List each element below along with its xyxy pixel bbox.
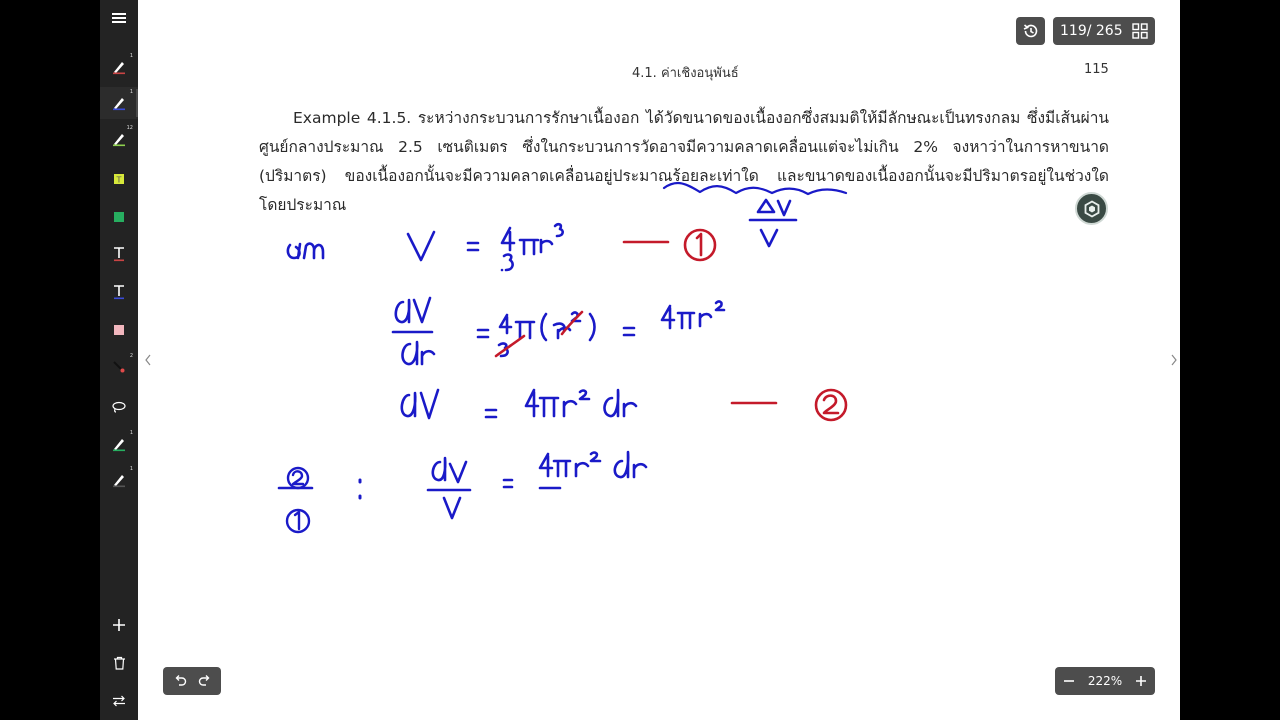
tool-badge: 2 [129, 353, 133, 359]
undo-icon [173, 674, 187, 688]
pi-1 [520, 240, 538, 254]
lasso-icon [111, 400, 127, 414]
page-number: 115 [1084, 62, 1109, 77]
equals-1 [468, 243, 478, 250]
svg-text:T: T [116, 175, 122, 185]
highlighter-icon [112, 172, 126, 186]
pdf-page[interactable] [138, 0, 1180, 720]
example-text: Example 4.1.5. ระหว่างกระบวนการรักษาเนื้องอก ได้วัดขนาดของเนื้องอกซึ่งสมมติให้มีลักษณะเป็นทรงกลม ซึ่งมีเส้นผ่านศูนย์กลางประมาณ 2.5 เซนติเมตร ซึ่งในกระบวนการวัดอาจมีความคลาดเคลื่อนแต่จะไม่เกิน 2% จงหาว่าในการหาขนาด (ปริมาตร) ของเนื้องอกนั้นจะมีความคลาดเคลื่อนอยู่ประมาณร้อยละเท่าใด และขนาดของเนื้องอกนั้นจะมีปริมาตรอยู่ในช่วงใดโดยประมาณ [259, 109, 1109, 214]
redo-button[interactable] [194, 670, 216, 692]
cancel-3-over-3 [496, 312, 582, 356]
red-text-tool[interactable] [100, 238, 138, 270]
green-highlighter-tool[interactable] [100, 201, 138, 233]
r-cubed-1 [541, 224, 563, 252]
text-tool-icon [112, 246, 126, 262]
zoom-level: 222% [1087, 674, 1123, 688]
trash-icon [113, 656, 126, 670]
ink-layer [138, 0, 1180, 720]
plus-icon [1135, 675, 1147, 687]
4pi-r2-result [662, 302, 724, 328]
pen-icon [111, 472, 127, 488]
floating-widget-button[interactable] [1075, 192, 1108, 225]
gray-pen-tool[interactable] [100, 464, 138, 496]
pen-icon [111, 436, 127, 452]
prev-page-arrow-icon[interactable] [143, 352, 153, 368]
num-1 [697, 234, 701, 255]
add-tool-button[interactable] [100, 609, 138, 641]
eraser-icon [112, 323, 126, 337]
pen-icon [111, 131, 127, 147]
text-tool-icon [112, 284, 126, 300]
page-counter: 119/ 265 [1060, 23, 1123, 39]
history-button[interactable] [1016, 17, 1045, 45]
redo-icon [198, 674, 212, 688]
fraction-4-over-3 [502, 228, 514, 270]
red-pen-tool[interactable] [100, 51, 138, 83]
pink-eraser-tool[interactable] [100, 314, 138, 346]
pen-icon [111, 95, 127, 111]
num-2-small [293, 471, 303, 484]
V-bottom-2 [444, 498, 460, 518]
ink-blue [279, 183, 846, 518]
tool-badge: 1 [129, 89, 133, 95]
grid-view-icon[interactable] [1132, 23, 1148, 39]
blue-pen-tool[interactable] [100, 87, 138, 119]
next-page-arrow-icon[interactable] [1169, 352, 1179, 368]
laser-pointer-tool[interactable] [100, 351, 138, 383]
undo-button[interactable] [169, 670, 191, 692]
equals-2 [478, 330, 488, 337]
equals-5 [504, 480, 512, 487]
num-2 [824, 396, 838, 413]
tool-badge: 12 [126, 125, 133, 131]
tool-badge: 1 [129, 430, 133, 436]
equals-3 [624, 328, 634, 335]
zoom-control [1055, 667, 1155, 695]
minus-icon [1063, 675, 1075, 687]
handwritten-V-1 [408, 232, 434, 260]
menu-button[interactable] [100, 2, 138, 34]
menu-icon [112, 12, 126, 24]
swap-icon [112, 695, 126, 707]
zoom-in-button[interactable] [1133, 673, 1149, 689]
ink-blue-circles [287, 468, 309, 532]
delete-tool-button[interactable] [100, 647, 138, 679]
delta-V-over-V [750, 200, 796, 246]
yellow-highlighter-tool[interactable] [100, 163, 138, 195]
blue-text-tool[interactable] [100, 276, 138, 308]
4pi-r2-dr-2 [540, 452, 646, 477]
dV-top [396, 298, 430, 322]
running-title: 4.1. ค่าเชิงอนุพันธ์ [632, 66, 739, 81]
pen-icon [111, 59, 127, 75]
laser-pointer-icon [111, 359, 127, 375]
lasso-tool[interactable] [100, 391, 138, 423]
zoom-out-button[interactable] [1061, 673, 1077, 689]
tool-badge: 1 [129, 466, 133, 472]
underline-squiggle [664, 183, 846, 194]
num-1-small [295, 512, 299, 529]
swap-toolbar-button[interactable] [100, 685, 138, 717]
add-icon [112, 618, 126, 632]
page-navigator[interactable] [1053, 17, 1155, 45]
note-app [100, 0, 1180, 720]
equals-4 [486, 410, 496, 417]
dV-line3 [402, 390, 438, 418]
annotation-toolbar [100, 0, 138, 720]
hexagon-icon [1083, 200, 1101, 218]
handwritten-jak [288, 244, 323, 258]
dv-top-2 [433, 458, 466, 482]
green-pen-tool[interactable] [100, 123, 138, 155]
4pi-r2-dr [526, 390, 636, 416]
tool-badge: 1 [129, 53, 133, 59]
history-icon [1022, 22, 1040, 40]
highlighter-icon [112, 210, 126, 224]
dr-bottom [402, 342, 434, 364]
undo-redo-bar [163, 667, 221, 695]
green-pen-tool-2[interactable] [100, 428, 138, 460]
